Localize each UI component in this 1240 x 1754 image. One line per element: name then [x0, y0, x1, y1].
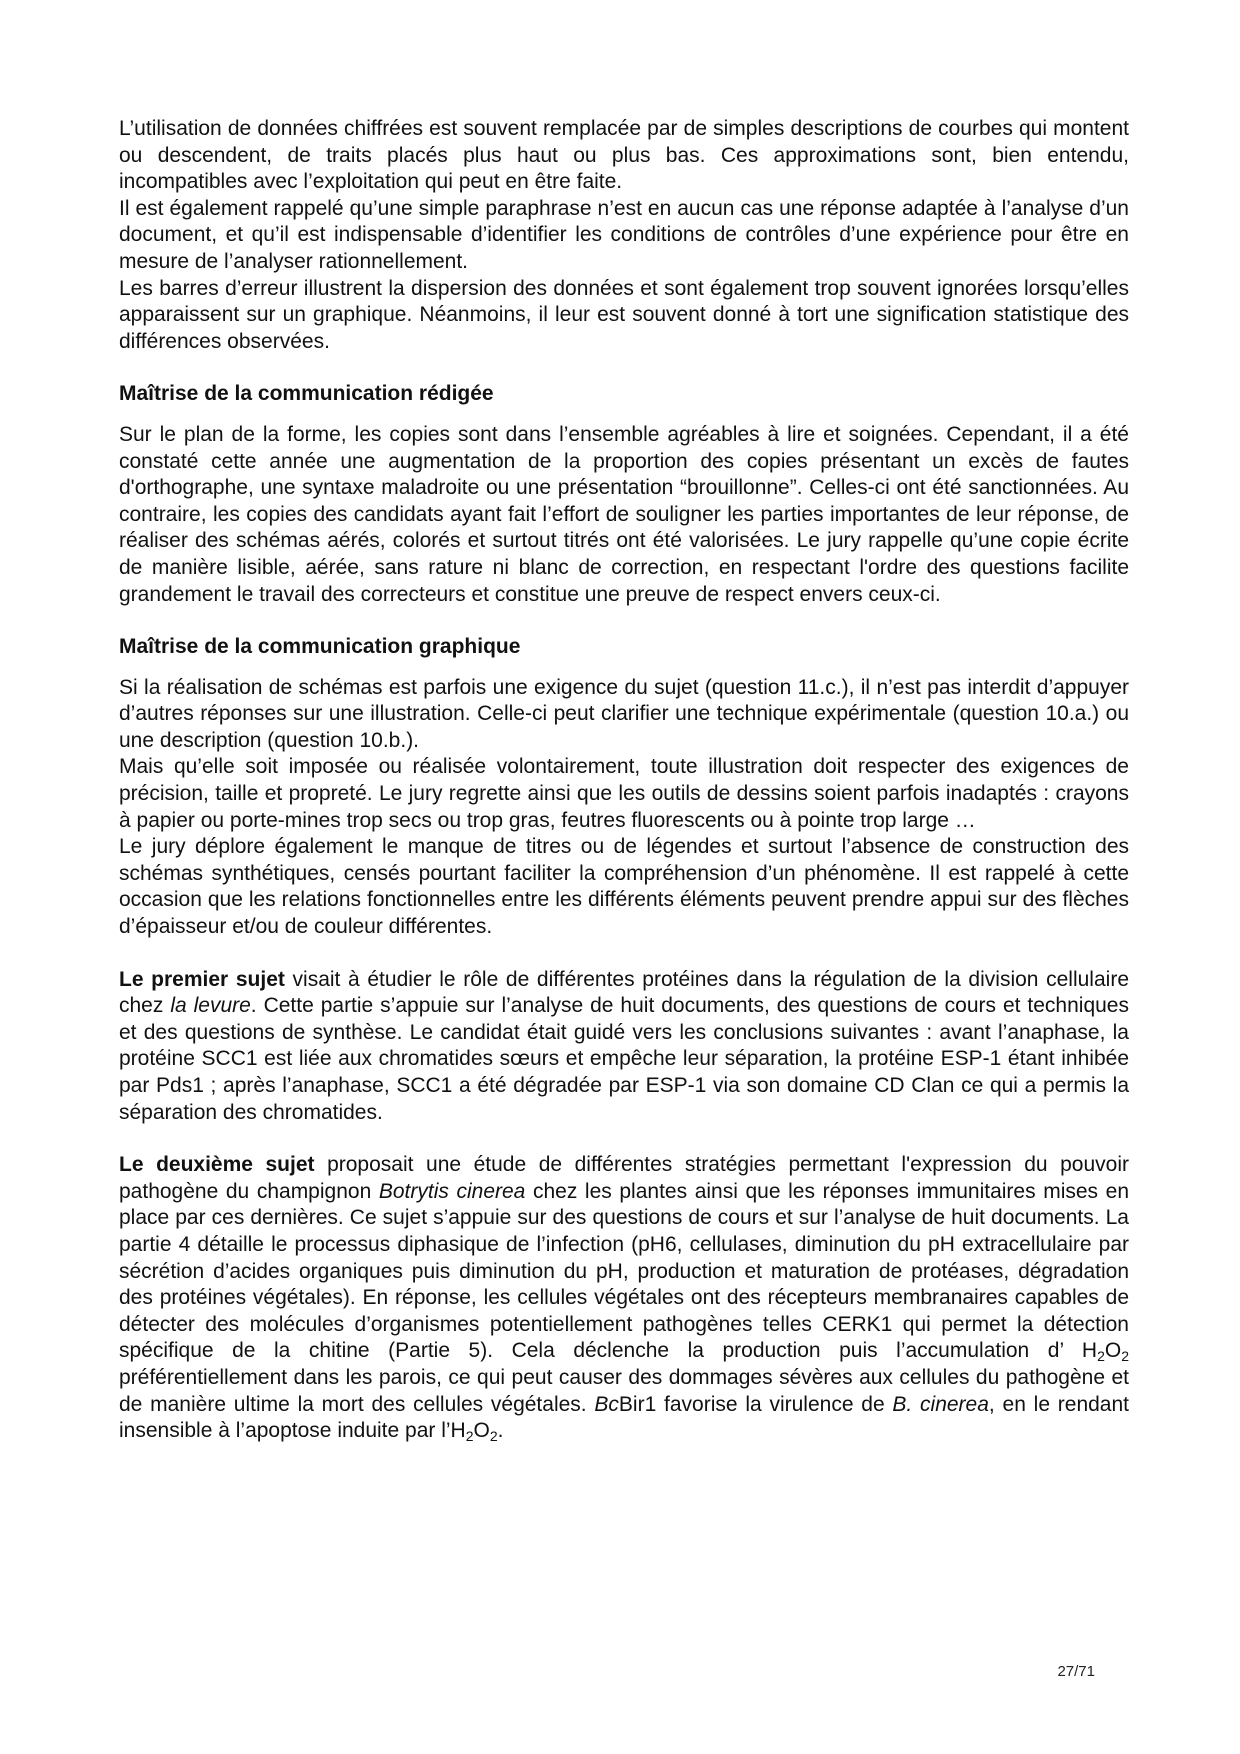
- sujet2-italic-bc: Bc: [594, 1392, 619, 1416]
- graphique-paragraph-2: Mais qu’elle soit imposée ou réalisée volontairement, toute illustration doit respecter des exigences de précision, taille et propreté. Le jury regrette ainsi que les outils de dessins soient parfois inadaptés : crayons à papier ou porte-mines trop secs ou trop gras, feutres fluorescents ou à pointe trop large …: [119, 755, 1129, 832]
- intro-paragraph-2: Il est également rappelé qu’une simple paraphrase n’est en aucun cas une réponse adaptée à l’analyse d’un document, et qu’il est indispensable d’identifier les conditions de contrôles d’une expérience pour être en mesure de l’analyser rationnellement.: [119, 196, 1129, 273]
- section-redigee-paragraph: Sur le plan de la forme, les copies sont dans l’ensemble agréables à lire et soignées. Cependant, il a été constaté cette année une augmentation de la proportion des copies présentant un excès de fautes d'orthographe, une syntaxe maladroite ou une présentation “brouillonne”. Celles-ci ont été sanctionnées. Au contraire, les copies des candidats ayant fait l’effort de souligner les parties importantes de leur réponse, de réaliser des schémas aérés, colorés et surtout titrés ont été valorisées. Le jury rappelle qu’une copie écrite de manière lisible, aérée, sans rature ni blanc de correction, en respectant l'ordre des questions facilite grandement le travail des correcteurs et constitue une preuve de respect envers ceux-ci.: [119, 422, 1129, 606]
- formula-o: O: [473, 1419, 490, 1443]
- sujet2-text-c: préférentiellement dans les parois, ce qui peut causer des dommages sévères aux cellules du pathogène et de manière ultime la mort des cellules végétales.: [119, 1365, 1129, 1416]
- sujet1-paragraph: [119, 967, 1129, 1127]
- sujet1-italic: la levure: [170, 994, 251, 1018]
- formula-sub: 2: [465, 1428, 474, 1445]
- sujet2-lead: Le deuxième sujet: [119, 1153, 315, 1177]
- sujet1-text-a: visait à étudier le rôle de différentes protéines dans la régulation de la division cellulaire chez: [119, 967, 1129, 1018]
- sujet2-text-d: Bir1 favorise la virulence de: [618, 1392, 893, 1416]
- intro-paragraph-1: L’utilisation de données chiffrées est souvent remplacée par de simples descriptions de courbes qui montent ou descendent, de traits placés plus haut ou plus bas. Ces approximations sont, bien entendu, incompatibles avec l’exploitation qui peut en être faite.: [119, 117, 1129, 194]
- section-heading-redigee: Maîtrise de la communication rédigée: [119, 382, 494, 406]
- sujet2-paragraph: [119, 1152, 1129, 1445]
- sujet2-text-a: proposait une étude de différentes stratégies permettant l'expression du pouvoir pathogène du champignon: [119, 1153, 1129, 1203]
- sujet2-italic-bcinerea: B. cinerea: [892, 1392, 989, 1416]
- formula-sub: 2: [1097, 1348, 1105, 1365]
- sujet1-text-b: . Cette partie s’appuie sur l’analyse de huit documents, des questions de cours et techniques et des questions de synthèse. Le candidat était guidé vers les conclusions suivantes : avant l’anaphase, la protéine SCC1 est liée aux chromatides sœurs et empêche leur séparation, la protéine ESP-1 étant inhibée par Pds1 ; après l’anaphase, SCC1 a été dégradée par ESP-1 via son domaine CD Clan ce qui a permis la séparation des chromatides.: [119, 994, 1129, 1124]
- section-heading-graphique: Maîtrise de la communication graphique: [119, 635, 521, 659]
- sujet2-text-f: .: [497, 1419, 504, 1443]
- formula-o: O: [1104, 1339, 1122, 1363]
- formula-h: H: [1081, 1339, 1098, 1363]
- document-page: [119, 116, 1129, 1445]
- sujet2-text-b: chez les plantes ainsi que les réponses immunitaires mises en place par ces dernières. Ce sujet s’appuie sur des questions de cours et sur l’analyse de huit documents. La partie 4 détaille le processus diphasique de l’infection (pH6, cellulases, diminution du pH extracellulaire par sécrétion d’acides organiques puis diminution du pH, production et maturation de protéases, dégradation des protéines végétales). En réponse, les cellules végétales ont des récepteurs membranaires capables de détecter des molécules d’organismes potentiellement pathogènes telles CERK1 qui permet la détection spécifique de la chitine (Partie 5). Cela déclenche la production puis l’accumulation d’: [119, 1179, 1129, 1363]
- sujet1-lead: Le premier sujet: [119, 967, 285, 991]
- page-number: 27/71: [1057, 1663, 1095, 1680]
- sujet2-italic-botrytis: Botrytis cinerea: [378, 1179, 526, 1203]
- sujet2-text-e: , en le rendant insensible à l’apoptose induite par l’H: [119, 1392, 1130, 1443]
- formula-sub: 2: [489, 1428, 498, 1445]
- graphique-paragraph-3: Le jury déplore également le manque de titres ou de légendes et surtout l’absence de construction des schémas synthétiques, censés pourtant faciliter la compréhension d’un phénomène. Il est rappelé à cette occasion que les relations fonctionnelles entre les différents éléments peuvent prendre appui sur des flèches d’épaisseur et/ou de couleur différentes.: [119, 835, 1129, 939]
- formula-sub: 2: [1121, 1348, 1129, 1365]
- intro-paragraph-3: Les barres d’erreur illustrent la dispersion des données et sont également trop souvent ignorées lorsqu’elles apparaissent sur un graphique. Néanmoins, il leur est souvent donné à tort une signification statistique des différences observées.: [119, 276, 1129, 353]
- graphique-paragraph-1: Si la réalisation de schémas est parfois une exigence du sujet (question 11.c.), il n’est pas interdit d’appuyer d’autres réponses sur une illustration. Celle-ci peut clarifier une technique expérimentale (question 10.a.) ou une description (question 10.b.).: [119, 675, 1129, 752]
